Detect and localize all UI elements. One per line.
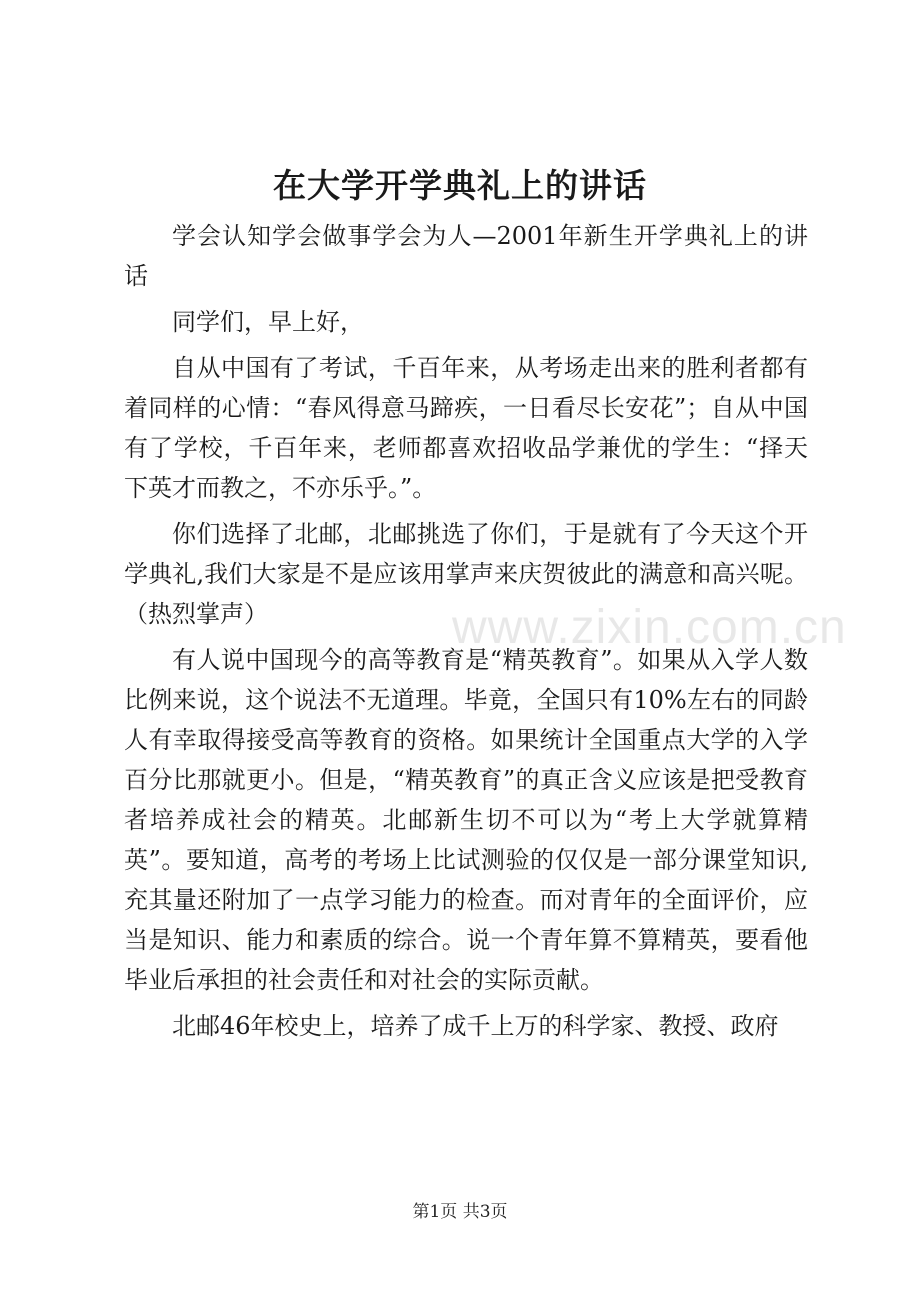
body-paragraph: 自从中国有了考试，千百年来，从考场走出来的胜利者都有着同样的心情：“春风得意马蹄疾，一日看尽长安花”；自从中国有了学校，千百年来，老师都喜欢招收品学兼优的学生：“择天下英才而教之，不亦乐乎。”。 <box>124 354 808 502</box>
document-body <box>124 216 808 1052</box>
body-paragraph: 有人说中国现今的高等教育是“精英教育”。如果从入学人数比例来说，这个说法不无道理。毕竟，全国只有10%左右的同龄人有幸取得接受高等教育的资格。如果统计全国重点大学的入学百分比那就更小。但是，“精英教育”的真正含义应该是把受教育者培养成社会的精英。北邮新生切不可以为“考上大学就算精英”。要知道，高考的考场上比试测验的仅仅是一部分课堂知识,充其量还附加了一点学习能力的检查。而对青年的全面评价，应当是知识、能力和素质的综合。说一个青年算不算精英，要看他毕业后承担的社会责任和对社会的实际贡献。 <box>124 646 808 994</box>
body-paragraph: 北邮46年校史上，培养了成千上万的科学家、教授、政府 <box>172 1012 779 1040</box>
watermark: www.zixin.com.cn <box>452 601 847 654</box>
body-paragraph: 你们选择了北邮，北邮挑选了你们，于是就有了今天这个开学典礼,我们大家是不是应该用掌声来庆贺彼此的满意和高兴呢。（热烈掌声） <box>124 520 808 628</box>
document-title: 在大学开学典礼上的讲话 <box>273 166 647 205</box>
subtitle-paragraph: 学会认知学会做事学会为人—2001年新生开学典礼上的讲话 <box>124 222 808 290</box>
greeting-paragraph: 同学们，早上好， <box>172 308 364 336</box>
page-footer: 第1页 共3页 <box>412 1202 508 1222</box>
